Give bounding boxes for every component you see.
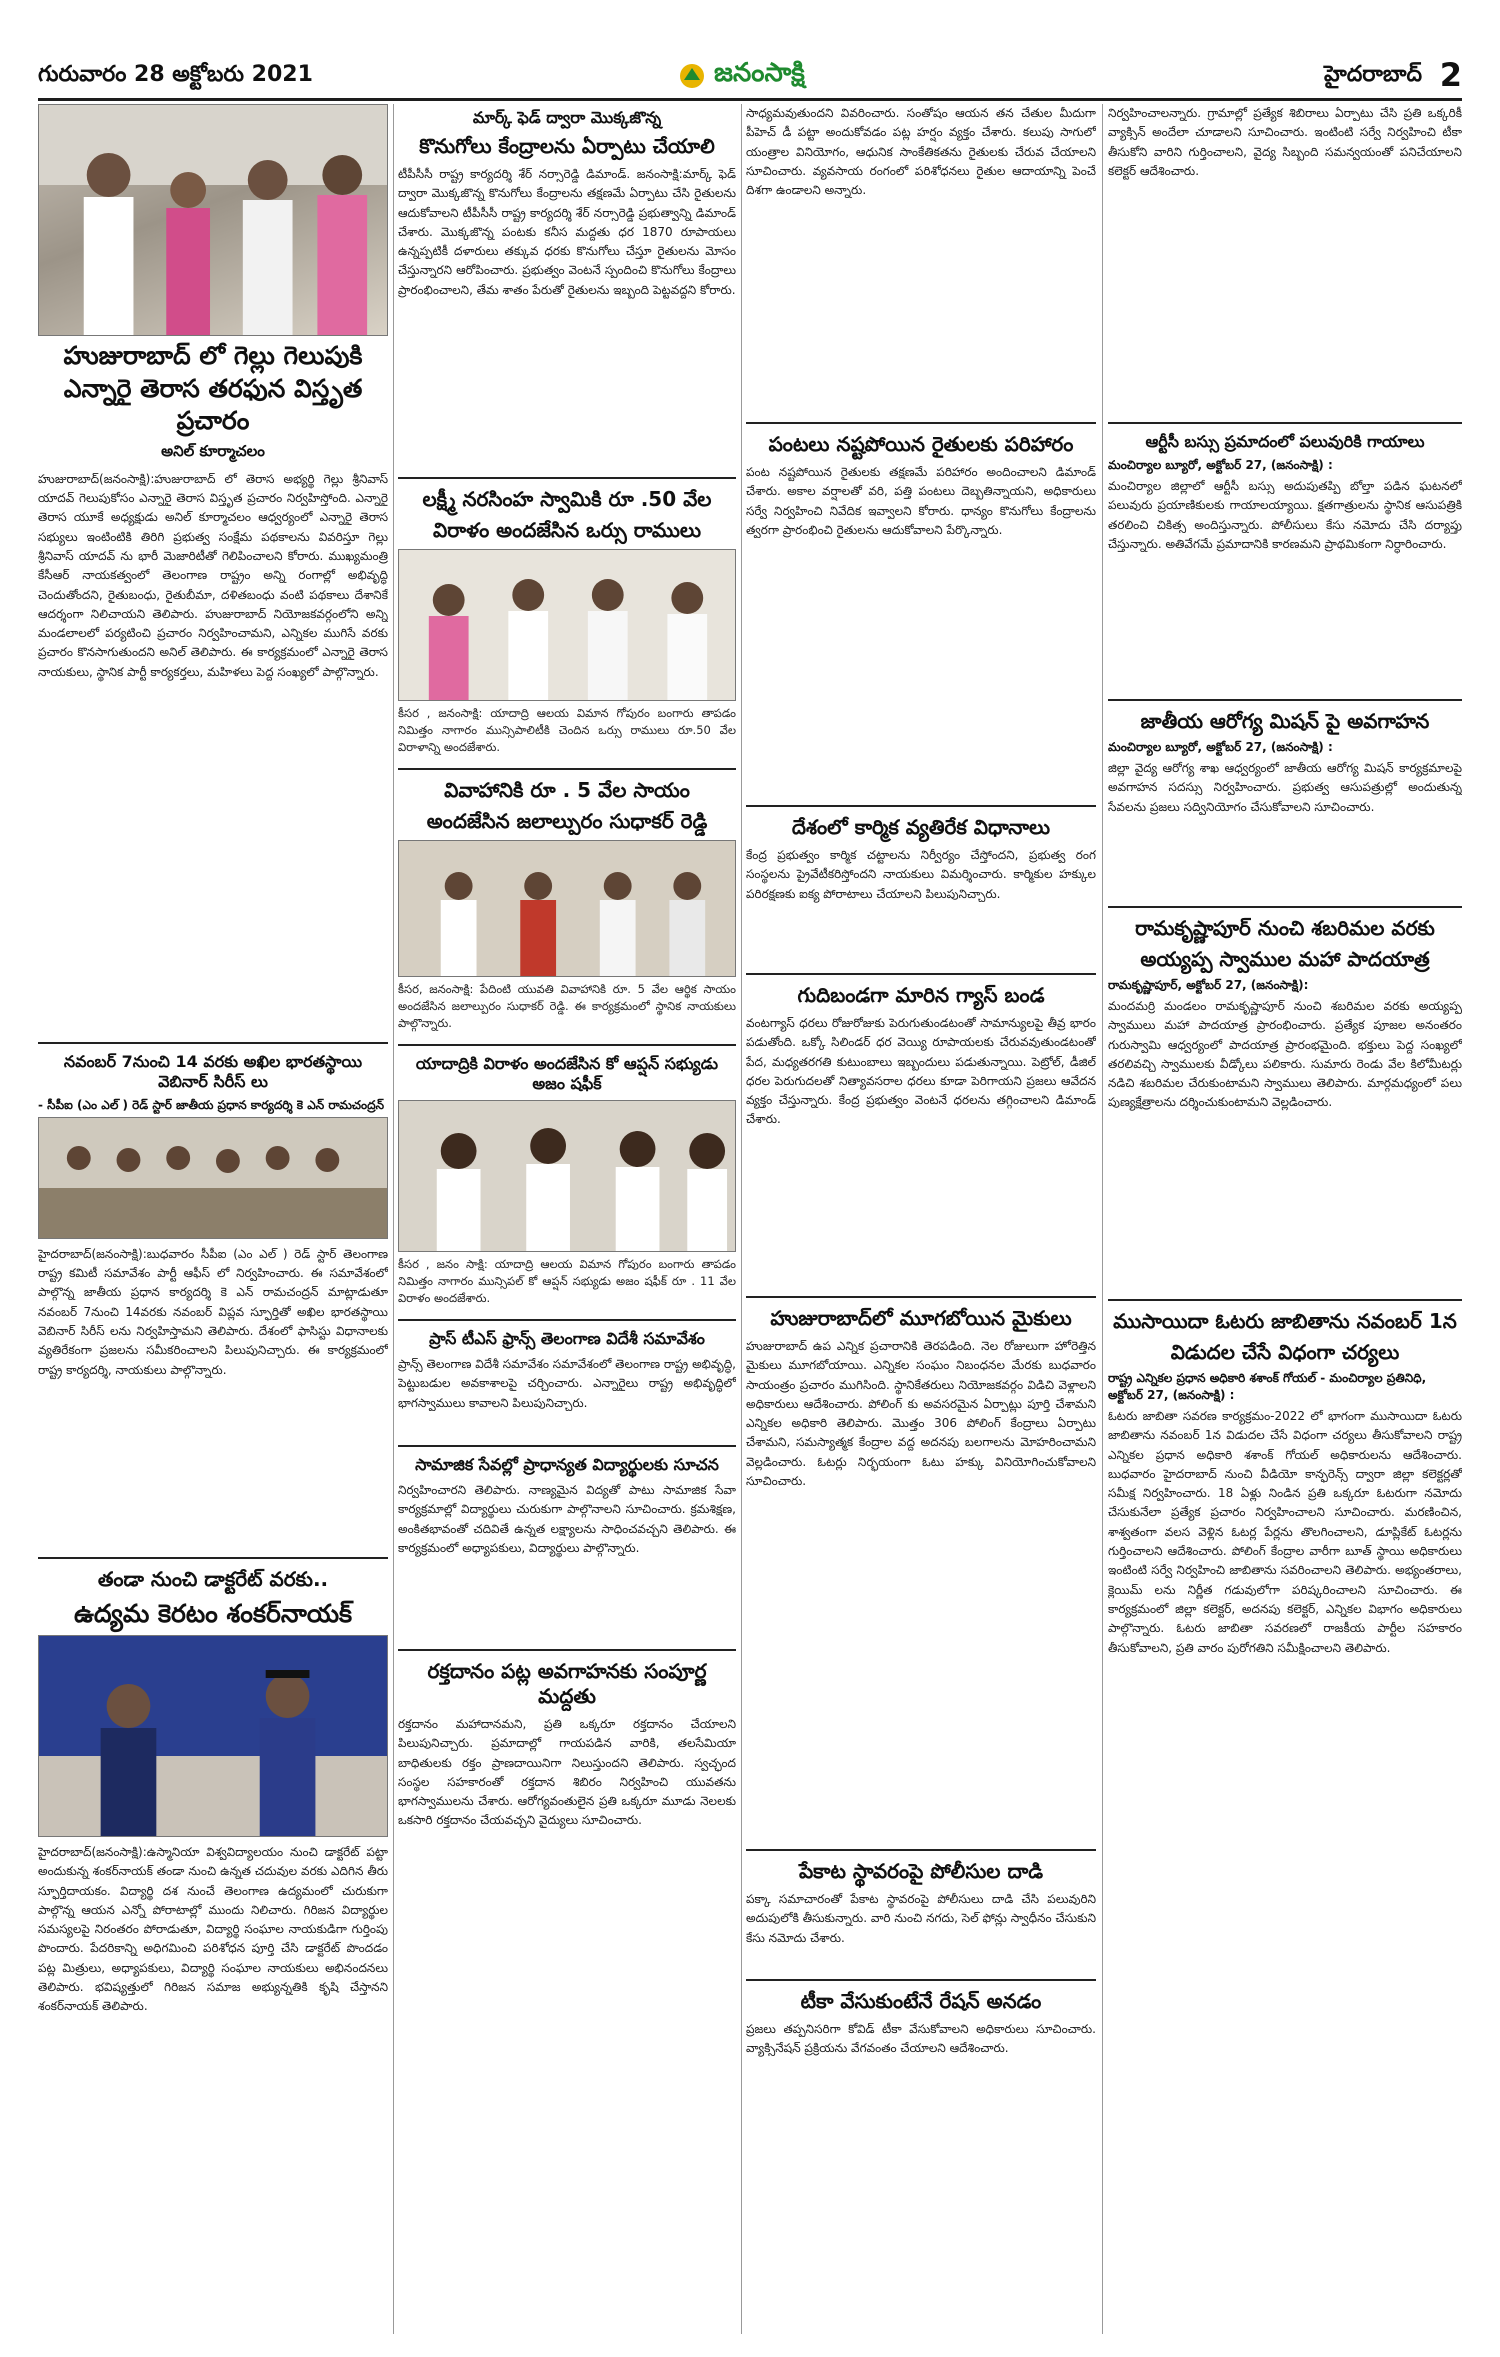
story-divider bbox=[746, 805, 1096, 807]
story-wedding-aid bbox=[398, 778, 736, 1032]
story-huzurabad-campaign bbox=[38, 340, 388, 1030]
headline: దేశంలో కార్మిక వ్యతిరేక విధానాలు bbox=[791, 815, 1051, 839]
newspaper-logo bbox=[678, 58, 805, 94]
headline: రామకృష్ణాపూర్ నుంచి శబరిమల వరకు bbox=[1135, 916, 1435, 940]
story-body: మంచిర్యాల జిల్లాలో ఆర్టీసీ బస్సు అదుపుతప్పి బోల్తా పడిన ఘటనలో పలువురు ప్రయాణికులకు గాయాలయ్యాయి. క్షతగాత్రులను స్థానిక ఆసుపత్రికి తరలించి చికిత్స అందిస్తున్నారు. పోలీసులు కేసు నమోదు చేసి దర్యాప్తు చేస్తున్నారు. అతివేగమే ప్రమాదానికి కారణమని ప్రాథమికంగా నిర్ధారించారు. bbox=[1108, 479, 1462, 551]
wedding-aid-photo bbox=[398, 840, 736, 977]
story-divider bbox=[746, 973, 1096, 975]
story-body: ప్రజలు తప్పనిసరిగా కోవిడ్ టీకా వేసుకోవాలని అధికారులు సూచించారు. వ్యాక్సినేషన్ ప్రక్రియను వేగవంతం చేయాలని ఆదేశించారు. bbox=[746, 2022, 1096, 2056]
story-gambling-raid bbox=[746, 1859, 1096, 1967]
photo-caption: కీసర , జనం సాక్షి: యాదాద్రి ఆలయ విమాన గోపురం బంగారు తాపడం నిమిత్తం నాగారం మున్సిపల్ కో ఆప్షన్ సభ్యుడు అజం షఫీక్ రూ . 11 వేల విరాళం అందజేశారు. bbox=[398, 1257, 736, 1305]
story-students-service bbox=[398, 1455, 736, 1637]
story-webinar-series bbox=[38, 1052, 388, 1545]
edition-city: హైదరాబాద్ bbox=[1324, 62, 1422, 87]
headline: కొనుగోలు కేంద్రాలను ఏర్పాటు చేయాలి bbox=[419, 134, 715, 158]
column-divider bbox=[741, 104, 742, 2334]
story-ayyappa-padayatra bbox=[1108, 916, 1462, 1287]
column-4 bbox=[1108, 104, 1462, 2209]
story-body: ప్రాన్స్ తెలంగాణ విదేశీ సమావేశం సమావేశంలో తెలంగాణ రాష్ట్ర అభివృద్ధి, పెట్టుబడుల అవకాశాలపై చర్చించారు. ఎన్నారైలు రాష్ట్ర అభివృద్ధిలో భాగస్వాములు కావాలని పిలుపునిచ్చారు. bbox=[398, 1357, 736, 1410]
headline: మార్క్ ఫెడ్ ద్వారా మొక్కజొన్న bbox=[472, 108, 662, 127]
headline: పంటలు నష్టపోయిన రైతులకు పరిహారం bbox=[768, 432, 1074, 456]
story-divider bbox=[398, 477, 736, 479]
story-body: పంట నష్టపోయిన రైతులకు తక్షణమే పరిహారం అందించాలని డిమాండ్ చేశారు. అకాల వర్షాలతో వరి, పత్తి పంటలు దెబ్బతిన్నాయని, అధికారులు సర్వే నిర్వహించి నివేదిక ఇవ్వాలని కోరారు. ధాన్యం కొనుగోలు కేంద్రాలను త్వరగా ప్రారంభించి రైతులను ఆదుకోవాలని పేర్కొన్నారు. bbox=[746, 465, 1096, 537]
headline: ఆర్టీసీ బస్సు ప్రమాదంలో పలువురికి గాయాలు bbox=[1145, 432, 1425, 451]
story-campaign-ends bbox=[746, 1306, 1096, 1837]
story-body: సాధ్యమవుతుందని వివరించారు. సంతోషం ఆయన తన చేతుల మీదుగా పీహెచ్ డీ పట్టా అందుకోవడం పట్ల హర్షం వ్యక్తం చేశారు. కలుపు సాగులో యంత్రాల వినియోగం, ఆధునిక సాంకేతికతను రైతులకు చేరువ చేయాలని సూచించారు. వ్యవసాయ రంగంలో పరిశోధనలు రైతుల ఆదాయాన్ని పెంచే దిశగా ఉండాలని అన్నారు. bbox=[746, 106, 1096, 198]
page-number: 2 bbox=[1439, 56, 1462, 94]
issue-date: గురువారం 28 అక్టోబరు 2021 bbox=[38, 62, 313, 87]
headline: ఉద్యమ కెరటం శంకర్‌నాయక్ bbox=[73, 1598, 353, 1628]
story-vaccine-ration bbox=[746, 1989, 1096, 2097]
headline: అయ్యప్ప స్వాముల మహా పాదయాత్ర bbox=[1140, 947, 1430, 971]
story-divider bbox=[38, 1042, 388, 1044]
headline: తండా నుంచి డాక్టరేట్ వరకు.. bbox=[97, 1566, 329, 1591]
headline: సామాజిక సేవల్లో ప్రాధాన్యత విద్యార్థులకు సూచన bbox=[415, 1455, 719, 1474]
byline: మంచిర్యాల బ్యూరో, అక్టోబర్ 27, (జనంసాక్షి) : bbox=[1108, 458, 1333, 472]
story-body: రక్తదానం మహాదానమని, ప్రతి ఒక్కరూ రక్తదానం చేయాలని పిలుపునిచ్చారు. ప్రమాదాల్లో గాయపడిన వారికి, తలసేమియా బాధితులకు రక్తం ప్రాణదాయినిగా నిలుస్తుందని తెలిపారు. స్వచ్ఛంద సంస్థల సహకారంతో రక్తదాన శిబిరం నిర్వహించి యువతను భాగస్వాములను చేశారు. ఆరోగ్యవంతులైన ప్రతి ఒక్కరూ మూడు నెలలకు ఒకసారి రక్తదానం చేయవచ్చని వైద్యులు సూచించారు. bbox=[398, 1717, 736, 1828]
photo-caption: కీసర , జనంసాక్షి: యాదాద్రి ఆలయ విమాన గోపురం బంగారు తాపడం నిమిత్తం నాగారం మున్సిపాలిటీకి చెందిన ఒర్సు రాములు రూ.50 వేల విరాళాన్ని అందజేశారు. bbox=[398, 706, 736, 754]
headline: ప్రాస్ టీఎస్ ఫ్రాన్స్ తెలంగాణ విదేశీ సమావేశం bbox=[429, 1329, 705, 1348]
story-body: ఓటరు జాబితా సవరణ కార్యక్రమం-2022 లో భాగంగా ముసాయిదా ఓటరు జాబితాను నవంబర్ 1న విడుదల చేసే విధంగా చర్యలు తీసుకోవాలని రాష్ట్ర ఎన్నికల ప్రధాన అధికారి శశాంక్ గోయల్ అధికారులను ఆదేశించారు. బుధవారం హైదరాబాద్ నుంచి వీడియో కాన్ఫరెన్స్ ద్వారా జిల్లా కలెక్టర్లతో సమీక్ష నిర్వహించారు. 18 ఏళ్లు నిండిన ప్రతి ఒక్కరూ ఓటరుగా నమోదు చేసుకునేలా ప్రత్యేక ప్రచారం నిర్వహించాలని సూచించారు. మరణించిన, శాశ్వతంగా వలస వెళ్లిన ఓటర్ల పేర్లను తొలగించాలని, డూప్లికేట్ ఓటర్లను గుర్తించాలని ఆదేశించారు. పోలింగ్ కేంద్రాల వారీగా బూత్ స్థాయి అధికారులు ఇంటింటి సర్వే నిర్వహించి జాబితాను సవరించాలని తెలిపారు. అభ్యంతరాలు, క్లెయిమ్ లను నిర్ణీత గడువులోగా పరిష్కరించాలని సూచించారు. ఈ కార్యక్రమంలో జిల్లా కలెక్టర్, అదనపు కలెక్టర్, ఎన్నికల విభాగం అధికారులు పాల్గొన్నారు. ఓటరు జాబితా సవరణలో రాజకీయ పార్టీల సహకారం తీసుకోవాలని, ప్రతి వారం పురోగతిని సమీక్షించాలని తెలిపారు. bbox=[1108, 1409, 1462, 1655]
story-divider bbox=[746, 422, 1096, 424]
headline: విరాళం అందజేసిన ఒర్సు రాములు bbox=[432, 518, 701, 542]
story-labour-policy bbox=[746, 815, 1096, 961]
story-divider bbox=[1108, 699, 1462, 701]
story-body: జిల్లా వైద్య ఆరోగ్య శాఖ ఆధ్వర్యంలో జాతీయ ఆరోగ్య మిషన్ కార్యక్రమాలపై అవగాహన సదస్సు నిర్వహించారు. ప్రభుత్వ ఆసుపత్రుల్లో అందుతున్న సేవలను ప్రజలు సద్వినియోగం చేసుకోవాలని సూచించారు. bbox=[1108, 761, 1462, 814]
story-divider bbox=[1108, 422, 1462, 424]
story-body: హైదరాబాద్(జనంసాక్షి):ఉస్మానియా విశ్వవిద్యాలయం నుంచి డాక్టరేట్ పట్టా అందుకున్న శంకర్‌నాయక్ తండా నుంచి ఉన్నత చదువుల వరకు ఎదిగిన తీరు స్ఫూర్తిదాయకం. విద్యార్థి దశ నుంచే తెలంగాణ ఉద్యమంలో చురుకుగా పాల్గొన్న ఆయన ఎన్నో పోరాటాల్లో ముందు నిలిచారు. గిరిజన విద్యార్థుల సమస్యలపై నిరంతరం పోరాడుతూ, విద్యార్థి సంఘాల నాయకుడిగా గుర్తింపు పొందారు. పేదరికాన్ని అధిగమించి పరిశోధన పూర్తి చేసి డాక్టరేట్ పొందడం పట్ల మిత్రులు, అధ్యాపకులు, విద్యార్థి సంఘాల నాయకులు అభినందనలు తెలిపారు. భవిష్యత్తులో గిరిజన సమాజ అభ్యున్నతికి కృషి చేస్తానని శంకర్‌నాయక్ తెలిపారు. bbox=[38, 1845, 388, 2014]
headline: రక్తదానం పట్ల అవగాహనకు సంపూర్ణ మద్దతు bbox=[427, 1659, 707, 1708]
column-divider bbox=[1102, 104, 1103, 2334]
headline: ముసాయిదా ఓటరు జాబితాను నవంబర్ 1న bbox=[1113, 1309, 1457, 1333]
headline: హుజురాబాద్‌లో మూగబోయిన మైకులు bbox=[770, 1306, 1072, 1330]
headline: వివాహానికి రూ . 5 వేల సాయం bbox=[444, 778, 690, 802]
story-maize-procurement bbox=[398, 108, 736, 465]
story-gas-cylinder bbox=[746, 983, 1096, 1284]
logo-emblem-icon bbox=[678, 62, 706, 90]
headline: పేకాట స్థావరంపై పోలీసుల దాడి bbox=[798, 1859, 1044, 1883]
story-divider bbox=[746, 1296, 1096, 1298]
column-divider bbox=[393, 104, 394, 2334]
story-blood-donation bbox=[398, 1659, 736, 2015]
headline: ఎన్నారై తెరాస తరఫున విస్తృత ప్రచారం bbox=[63, 374, 363, 435]
story-body: టీపీసీసీ రాష్ట్ర కార్యదర్శి శేర్ నర్సారెడ్డి డిమాండ్. జనంసాక్షి:మార్క్ ఫెడ్ ద్వారా మొక్కజొన్న కొనుగోలు కేంద్రాలను తక్షణమే ఏర్పాటు చేసి రైతులను ఆదుకోవాలని టీపీసీసీ రాష్ట్ర కార్యదర్శి శేర్ నర్సారెడ్డి ప్రభుత్వాన్ని డిమాండ్ చేశారు. మొక్కజొన్న పంటకు కనీస మద్దతు ధర 1870 రూపాయలు ఉన్నప్పటికీ దళారులు తక్కువ ధరకు కొనుగోలు చేస్తూ రైతులను మోసం చేస్తున్నారని ఆరోపించారు. ప్రభుత్వం వెంటనే స్పందించి కొనుగోలు కేంద్రాలు ప్రారంభించాలని, తేమ శాతం పేరుతో రైతులను ఇబ్బంది పెట్టవద్దని కోరారు. bbox=[398, 167, 736, 297]
byline: - సీపీఐ (ఎం ఎల్ ) రెడ్ స్టార్ జాతీయ ప్రధాన కార్యదర్శి కె ఎన్ రామచంద్రన్ bbox=[38, 1097, 385, 1112]
story-health-mission bbox=[1108, 709, 1462, 894]
headline: విడుదల చేసే విధంగా చర్యలు bbox=[1170, 1340, 1400, 1364]
headline: టీకా వేసుకుంటేనే రేషన్ అనడం bbox=[800, 1989, 1042, 2013]
story-body: మందమర్రి మండలం రామకృష్ణాపూర్ నుంచి శబరిమల వరకు అయ్యప్ప స్వాములు మహా పాదయాత్ర ప్రారంభించారు. ప్రత్యేక పూజల అనంతరం గురుస్వామి ఆధ్వర్యంలో పాదయాత్ర ప్రారంభమైంది. భక్తులు పెద్ద సంఖ్యలో తరలివచ్చి స్వాములకు వీడ్కోలు పలికారు. సుమారు రెండు వేల కిలోమీటర్లు నడిచి శబరిమల చేరుకుంటామని స్వాములు తెలిపారు. మార్గమధ్యంలో పలు పుణ్యక్షేత్రాలను దర్శించుకుంటామని వెల్లడించారు. bbox=[1108, 999, 1462, 1110]
story-body: వంటగ్యాస్ ధరలు రోజురోజుకు పెరుగుతుండటంతో సామాన్యులపై తీవ్ర భారం పడుతోంది. ఒక్కో సిలిండర్ ధర వెయ్యి రూపాయలకు చేరువవుతుండటంతో పేద, మధ్యతరగతి కుటుంబాలు ఇబ్బందులు పడుతున్నాయి. పెట్రోల్, డీజిల్ ధరల పెరుగుదలతో నిత్యావసరాల ధరలు కూడా పెరిగాయని ప్రజలు ఆవేదన వ్యక్తం చేస్తున్నారు. కేంద్ర ప్రభుత్వం వెంటనే ధరలను తగ్గించాలని డిమాండ్ చేశారు. bbox=[746, 1016, 1096, 1127]
meeting-photo bbox=[38, 1117, 388, 1239]
column-3 bbox=[746, 104, 1096, 2109]
story-body: పక్కా సమాచారంతో పేకాట స్థావరంపై పోలీసులు దాడి చేసి పలువురిని అదుపులోకి తీసుకున్నారు. వారి నుంచి నగదు, సెల్ ఫోన్లు స్వాధీనం చేసుకుని కేసు నమోదు చేశారు. bbox=[746, 1892, 1096, 1945]
story-divider bbox=[398, 1445, 736, 1447]
headline: యాదాద్రికి విరాళం అందజేసిన కో ఆప్షన్ సభ్యుడు అజం షఫీక్ bbox=[415, 1054, 719, 1093]
story-divider bbox=[398, 768, 736, 770]
story-body: కేంద్ర ప్రభుత్వం కార్మిక చట్టాలను నిర్వీర్యం చేస్తోందని, ప్రభుత్వ రంగ సంస్థలను ప్రైవేటీకరిస్తోందని నాయకులు విమర్శించారు. కార్మికుల హక్కుల పరిరక్షణకు ఐక్య పోరాటాలు చేయాలని పిలుపునిచ్చారు. bbox=[746, 848, 1096, 901]
byline: రామకృష్ణాపూర్, అక్టోబర్ 27, (జనంసాక్షి): bbox=[1108, 978, 1309, 992]
logo-text: జనంసాక్షి bbox=[714, 58, 805, 88]
column-2 bbox=[398, 104, 736, 2027]
convocation-photo bbox=[38, 1635, 388, 1837]
story-body: నిర్వహించారని తెలిపారు. నాణ్యమైన విద్యతో పాటు సామాజిక సేవా కార్యక్రమాల్లో విద్యార్థులు చురుకుగా పాల్గొనాలని సూచించారు. క్రమశిక్షణ, అంకితభావంతో చదివితే ఉన్నత లక్ష్యాలను సాధించవచ్చని తెలిపారు. ఈ కార్యక్రమంలో అధ్యాపకులు, విద్యార్థులు పాల్గొన్నారు. bbox=[398, 1483, 736, 1555]
headline: లక్ష్మీ నరసింహ స్వామికి రూ .50 వేల bbox=[422, 487, 712, 511]
byline: మంచిర్యాల బ్యూరో, అక్టోబర్ 27, (జనంసాక్షి) : bbox=[1108, 740, 1333, 754]
coop-donation-photo bbox=[398, 1100, 736, 1252]
story-divider bbox=[746, 1849, 1096, 1851]
story-body: హైదరాబాద్(జనంసాక్షి):బుధవారం సీపీఐ (ఎం ఎల్ ) రెడ్ స్టార్ తెలంగాణ రాష్ట్ర కమిటీ సమావేశం పార్టీ ఆఫీస్ లో నిర్వహించారు. ఈ సమావేశంలో పాల్గొన్న జాతీయ ప్రధాన కార్యదర్శి కె ఎన్ రామచంద్రన్ మాట్లాడుతూ నవంబర్ 7నుంచి 14వరకు నవంబర్ విప్లవ స్ఫూర్తితో అఖిల భారతస్థాయి వెబినార్ సిరీస్ లను నిర్వహిస్తామని తెలిపారు. దేశంలో ఫాసిస్టు విధానాలకు వ్యతిరేకంగా ప్రజలను సమీకరించాలని పిలుపునిచ్చారు. ఈ కార్యక్రమంలో రాష్ట్ర కార్యదర్శి, నాయకులు పాల్గొన్నారు. bbox=[38, 1246, 388, 1377]
story-body: నిర్వహించాలన్నారు. గ్రామాల్లో ప్రత్యేక శిబిరాలు ఏర్పాటు చేసి ప్రతి ఒక్కరికీ వ్యాక్సిన్ అందేలా చూడాలని సూచించారు. ఇంటింటి సర్వే నిర్వహించి టీకా తీసుకోని వారిని గుర్తించాలని, వైద్య సిబ్బంది సమన్వయంతో పనిచేయాలని కలెక్టర్ ఆదేశించారు. bbox=[1108, 106, 1462, 178]
story-divider bbox=[1108, 906, 1462, 908]
story-divider bbox=[398, 1044, 736, 1046]
story-france-telangana bbox=[398, 1329, 736, 1433]
story-doctorate bbox=[38, 1567, 388, 2298]
headline: గుదిబండగా మారిన గ్యాస్ బండ bbox=[797, 983, 1045, 1007]
story-rtc-bus-accident bbox=[1108, 432, 1462, 687]
story-divider bbox=[398, 1649, 736, 1651]
story-body: హుజురాబాద్(జనంసాక్షి):హుజురాబాద్ లో తెరాస అభ్యర్థి గెల్లు శ్రీనివాస్ యాదవ్ గెలుపుకోసం ఎన్నారై తెరాస విస్తృత ప్రచారం నిర్వహిస్తోంది. ఎన్నారై తెరాస యూకే అధ్యక్షుడు అనిల్ కూర్మాచలం ఆధ్వర్యంలో ఎన్నారై తెరాస సభ్యులు ఇంటింటికి తిరిగి ప్రభుత్వ సంక్షేమ పథకాలను వివరిస్తూ గెల్లు శ్రీనివాస్ యాదవ్ ను భారీ మెజారిటీతో గెలిపించాలని కోరారు. ముఖ్యమంత్రి కేసీఆర్ నాయకత్వంలో తెలంగాణ రాష్ట్రం అన్ని రంగాల్లో అభివృద్ధి చెందుతోందని, రైతుబంధు, రైతుబీమా, దళితబంధు వంటి పథకాలు దేశానికే ఆదర్శంగా నిలిచాయని తెలిపారు. హుజురాబాద్ నియోజకవర్గంలోని అన్ని మండలాలలో పర్యటించి ప్రచారం నిర్వహించామని, ఎన్నికల ముగిసే వరకు ప్రచారం కొనసాగుతుందని అనిల్ తెలిపారు. ఈ కార్యక్రమంలో ఎన్నారై తెరాస నాయకులు, స్థానిక పార్టీ కార్యకర్తలు, మహిళలు పెద్ద సంఖ్యలో పాల్గొన్నారు. bbox=[38, 471, 388, 679]
headline: నవంబర్ 7నుంచి 14 వరకు అఖిల భారతస్థాయి వెబినార్ సిరీస్ లు bbox=[63, 1051, 363, 1091]
headline: జాతీయ ఆరోగ్య మిషన్ పై అవగాహన bbox=[1140, 709, 1430, 733]
story-divider bbox=[398, 1319, 736, 1321]
photo-caption: కీసర, జనంసాక్షి: పేదింటి యువతి వివాహానికి రూ. 5 వేల ఆర్థిక సాయం అందజేసిన జలాల్పురం సుధాకర్ రెడ్డి. ఈ కార్యక్రమంలో స్థానిక నాయకులు పాల్గొన్నారు. bbox=[398, 982, 736, 1030]
donation-photo bbox=[398, 549, 736, 701]
story-divider bbox=[38, 1557, 388, 1559]
story-crop-loss bbox=[746, 432, 1096, 793]
story-body: హుజురాబాద్ ఉప ఎన్నిక ప్రచారానికి తెరపడింది. నెల రోజులుగా హోరెత్తిన మైకులు మూగబోయాయి. ఎన్నికల సంఘం నిబంధనల మేరకు బుధవారం సాయంత్రం ప్రచారం ముగిసింది. స్థానికేతరులు నియోజకవర్గం విడిచి వెళ్లాలని అధికారులు ఆదేశించారు. పోలింగ్ కు అవసరమైన ఏర్పాట్లు పూర్తి చేశామని ఎన్నికల అధికారి తెలిపారు. మొత్తం 306 పోలింగ్ కేంద్రాలు ఏర్పాటు చేశామని, సమస్యాత్మక కేంద్రాల వద్ద అదనపు బలగాలను మోహరించామని వెల్లడించారు. ఓటర్లు నిర్భయంగా ఓటు హక్కు వినియోగించుకోవాలని సూచించారు. bbox=[746, 1339, 1096, 1489]
story-donation-orsu-ramulu bbox=[398, 487, 736, 756]
byline: రాష్ట్ర ఎన్నికల ప్రధాన అధికారి శశాంక్ గోయల్ - మంచిర్యాల ప్రతినిధి, అక్టోబర్ 27, (జనంసాక్షి) : bbox=[1108, 1371, 1427, 1402]
masthead bbox=[38, 58, 1462, 101]
story-coop-member-donation bbox=[398, 1054, 736, 1307]
byline: అనిల్ కూర్మాచలం bbox=[161, 441, 265, 460]
campaign-photo bbox=[38, 104, 388, 336]
story-voter-list bbox=[1108, 1309, 1462, 2197]
headline: అందజేసిన జలాల్పురం సుధాకర్ రెడ్డి bbox=[426, 809, 708, 833]
story-divider bbox=[1108, 1299, 1462, 1301]
column-1 bbox=[38, 104, 388, 2310]
story-divider bbox=[746, 1979, 1096, 1981]
headline: హుజురాబాద్ లో గెల్లు గెలుపుకి bbox=[63, 341, 363, 370]
